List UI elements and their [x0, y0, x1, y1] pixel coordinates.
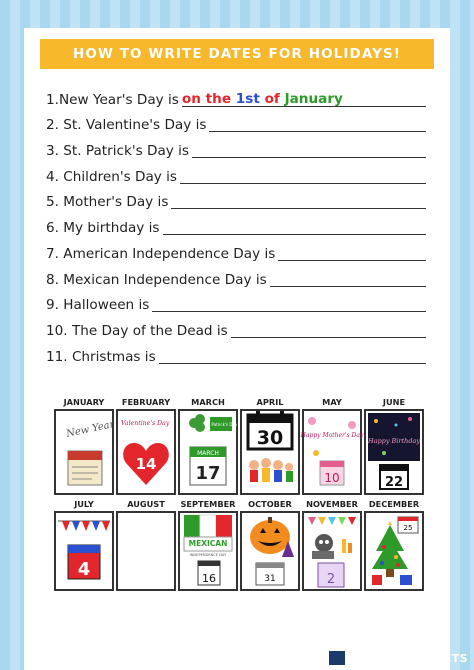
calendar-row-1 [54, 395, 426, 495]
jun-day: 22 [384, 475, 404, 490]
christmas-tree-calendar-icon [366, 513, 422, 589]
question-8 [46, 264, 426, 290]
title-banner [40, 39, 434, 69]
answer-of: of [259, 90, 285, 107]
november-picture [302, 511, 362, 591]
calendar-august [116, 497, 176, 591]
calendar-may [302, 395, 362, 495]
october-picture [240, 511, 300, 591]
calendar-april [240, 395, 300, 495]
question-label: 3. St. Patrick's Day is [46, 143, 190, 160]
question-label: 10. The Day of the Dead is [46, 322, 228, 339]
answer-field-11[interactable] [159, 351, 426, 364]
question-7 [46, 238, 426, 264]
question-list [46, 84, 426, 367]
independence-text: INDEPENDENCE DAY [189, 553, 227, 557]
may-day: 10 [324, 471, 340, 485]
mar-day: 17 [195, 463, 221, 484]
children-day-calendar-icon [242, 411, 298, 493]
month-label: APRIL [256, 397, 284, 407]
halloween-pumpkin-calendar-icon [242, 513, 298, 589]
answer-field-9[interactable] [152, 299, 426, 312]
example-answer [182, 91, 343, 107]
independence-day-calendar-icon [56, 513, 112, 589]
day-of-the-dead-calendar-icon [304, 513, 360, 589]
answer-field-6[interactable] [163, 222, 426, 235]
calendar-november [302, 497, 362, 591]
question-2 [46, 110, 426, 136]
nov-day: 2 [326, 572, 336, 587]
september-picture [178, 511, 238, 591]
oct-day: 31 [264, 574, 276, 584]
feb-day: 14 [135, 455, 157, 473]
answer-field-2[interactable] [209, 119, 426, 132]
calendar-october [240, 497, 300, 591]
footer-brand: LIVEWORKSHEETS [349, 651, 468, 665]
question-label: 8. Mexican Independence Day is [46, 271, 267, 288]
valentine-heart-icon [118, 411, 174, 493]
calendar-january [54, 395, 114, 495]
birthday-text: Happy Birthday [367, 437, 421, 445]
answer-field-8[interactable] [270, 274, 426, 287]
answer-field-4[interactable] [180, 171, 426, 184]
new-year-calendar-icon [56, 411, 116, 493]
dec-day: 25 [403, 524, 413, 532]
question-label: 11. Christmas is [46, 348, 156, 365]
month-label: FEBRUARY [121, 397, 171, 407]
question-label: 7. American Independence Day is [46, 245, 276, 262]
question-label: 6. My birthday is [46, 220, 160, 237]
calendar-december [364, 497, 424, 591]
question-label: 2. St. Valentine's Day is [46, 117, 207, 134]
calendar-march [178, 395, 238, 495]
calendar-row-2 [54, 497, 426, 591]
st-patrick-text: St. Patrick's Day [204, 422, 238, 427]
question-label: 4. Children's Day is [46, 168, 178, 185]
shamrock-calendar-icon [180, 411, 236, 493]
question-9 [46, 290, 426, 316]
july-picture [54, 511, 114, 591]
month-label: JUNE [382, 397, 406, 407]
june-picture [364, 409, 424, 495]
holiday-calendar-grid [54, 395, 426, 591]
answer-field-3[interactable] [192, 145, 426, 158]
answer-ordinal: 1st [235, 90, 260, 107]
valentine-text: Valentine's Day [121, 420, 170, 427]
sep-day: 16 [202, 572, 216, 585]
month-label: OCTOBER [248, 499, 292, 509]
apr-day: 30 [256, 427, 284, 449]
question-label: 1.New Year's Day is [46, 91, 179, 108]
birthday-calendar-icon [366, 411, 422, 493]
calendar-february [116, 395, 176, 495]
january-picture [54, 409, 114, 495]
march-cal-month: MARCH [197, 450, 219, 457]
mexican-independence-calendar-icon [180, 513, 236, 589]
answer-month: January [284, 90, 343, 107]
page-title: HOW TO WRITE DATES FOR HOLIDAYS! [72, 46, 402, 62]
month-label: NOVEMBER [306, 499, 358, 509]
february-picture [116, 409, 176, 495]
answer-field-10[interactable] [231, 325, 426, 338]
august-picture-empty [116, 511, 176, 591]
question-3 [46, 135, 426, 161]
answer-field-5[interactable] [171, 196, 426, 209]
question-6 [46, 212, 426, 238]
month-label: DECEMBER [368, 499, 420, 509]
mothers-day-text: Happy Mother's Day [300, 432, 364, 439]
month-label: JANUARY [63, 397, 105, 407]
calendar-june [364, 395, 424, 495]
question-10 [46, 315, 426, 341]
liveworksheets-logo-icon [329, 651, 345, 665]
mexican-text: MEXICAN [188, 539, 228, 548]
question-label: 9. Halloween is [46, 297, 150, 314]
month-label: MARCH [191, 397, 225, 407]
calendar-september [178, 497, 238, 591]
month-label: MAY [322, 397, 342, 407]
question-11 [46, 341, 426, 367]
question-4 [46, 161, 426, 187]
question-label: 5. Mother's Day is [46, 194, 169, 211]
month-label: JULY [74, 499, 94, 509]
may-picture [302, 409, 362, 495]
question-5 [46, 187, 426, 213]
month-label: AUGUST [127, 499, 165, 509]
answer-field-1[interactable] [182, 92, 426, 107]
answer-field-7[interactable] [278, 248, 426, 261]
december-picture [364, 511, 424, 591]
march-picture [178, 409, 238, 495]
jul-day: 4 [77, 559, 91, 580]
april-picture [240, 409, 300, 495]
mothers-day-calendar-icon [300, 411, 364, 493]
new-year-text: New Year [65, 419, 116, 440]
calendar-july [54, 497, 114, 591]
month-label: SEPTEMBER [180, 499, 236, 509]
liveworksheets-footer[interactable] [329, 648, 468, 668]
answer-on-the: on the [181, 90, 236, 107]
question-1 [46, 84, 426, 110]
